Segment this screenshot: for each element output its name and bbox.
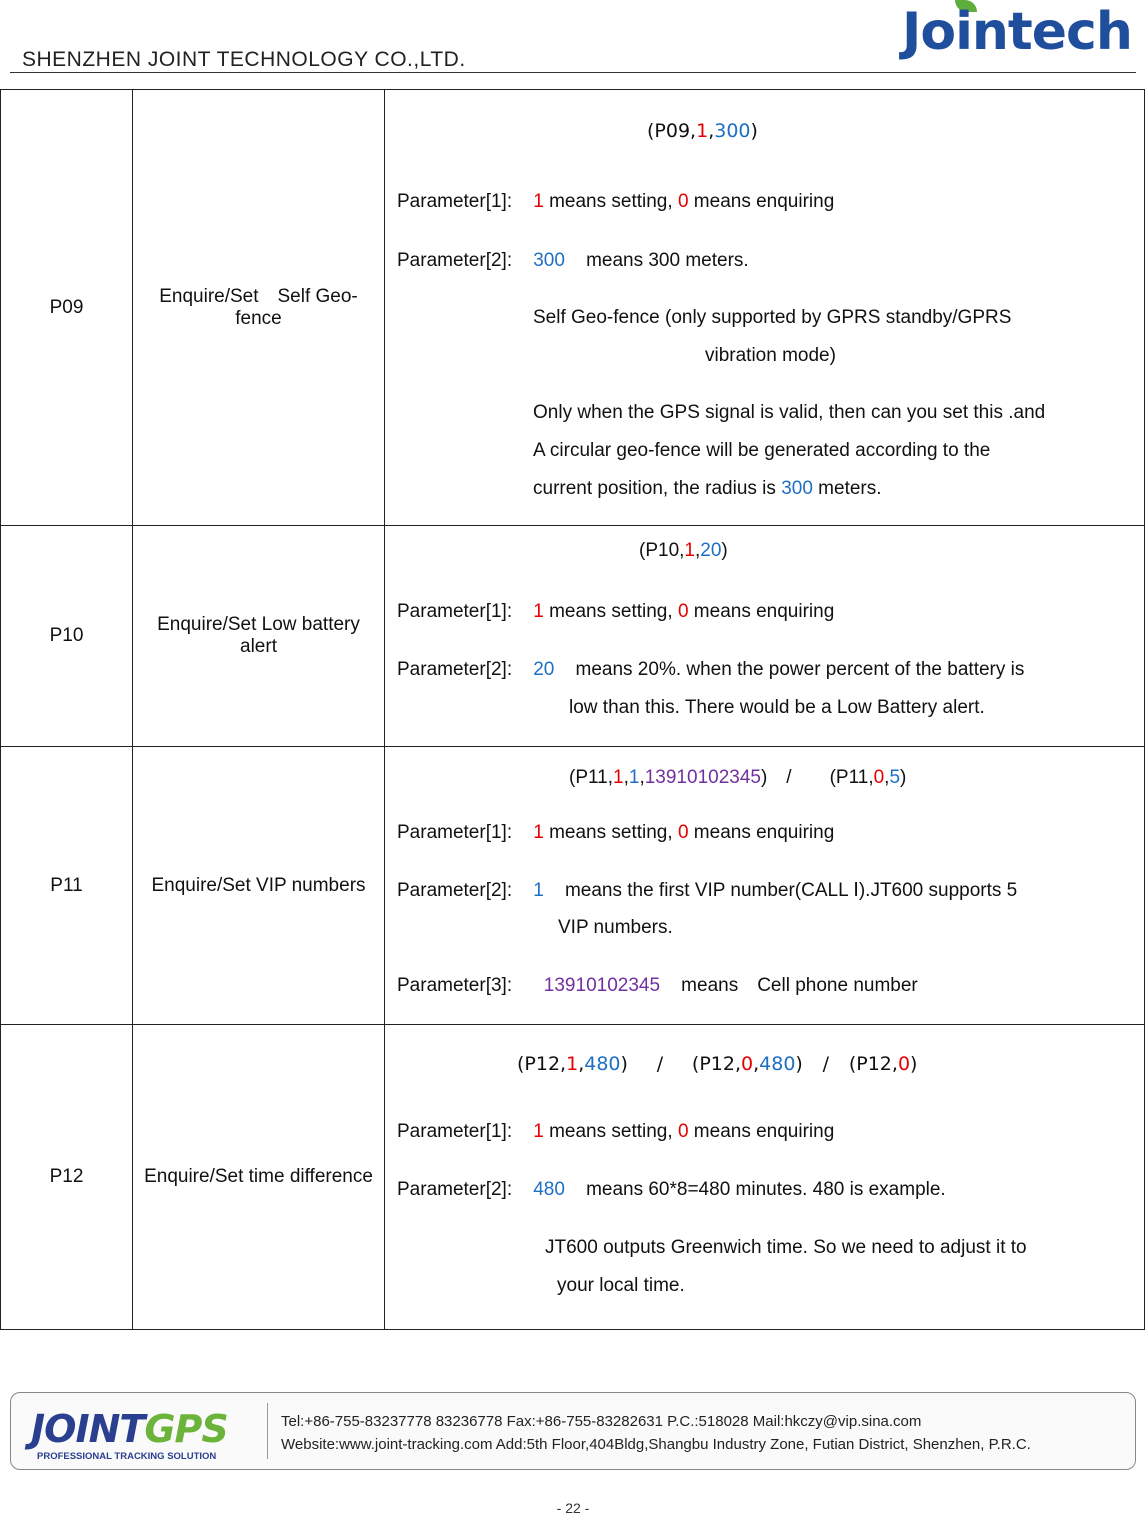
row-code: P09 [1,90,133,526]
page-number: - 22 - [556,1500,590,1516]
command-example: (P09,1,300) [647,120,758,142]
command-table [0,89,1145,1330]
command-example: (P11,1,1,13910102345) / (P11,0,5) [569,767,907,788]
param2-line: Parameter[2]: 1 means the first VIP number(CALL Ⅰ).JT600 supports 5 [397,880,1018,901]
footer-divider [267,1403,268,1459]
footer-tagline: PROFESSIONAL TRACKING SOLUTION [37,1451,217,1462]
command-example: (P12,1,480) / (P12,0,480) / (P12,0) [517,1053,918,1075]
table-row-p10 [1,526,1145,747]
command-example: (P10,1,20) [639,540,728,561]
param2-line: Parameter[2]: 480 means 60*8=480 minutes. 480 is example. [397,1179,946,1200]
param2-line: Parameter[2]: 300 means 300 meters. [397,250,749,271]
note-line: your local time. [557,1275,685,1296]
jointech-logo: Jointech [902,2,1132,62]
note-line: Only when the GPS signal is valid, then can you set this .and [533,402,1046,423]
row-code: P10 [1,526,133,747]
param1-line: Parameter[1]: 1 means setting, 0 means enquiring [397,601,835,622]
note-line: vibration mode) [705,345,836,366]
row-description [385,747,1145,1025]
row-name: Enquire/Set Low battery alert [133,526,385,747]
param2-continuation: low than this. There would be a Low Battery alert. [569,697,985,718]
row-code: P11 [1,747,133,1025]
header-divider [10,72,1136,73]
row-description [385,90,1145,526]
row-name: Enquire/Set time difference [133,1025,385,1330]
param2-continuation: VIP numbers. [558,917,673,938]
row-description [385,526,1145,747]
footer-contact-box [10,1392,1136,1470]
table-row-p12 [1,1025,1145,1330]
note-line: current position, the radius is 300 meters. [533,478,882,499]
row-description [385,1025,1145,1330]
row-name: Enquire/Set VIP numbers [133,747,385,1025]
row-name: Enquire/Set Self Geo-fence [133,90,385,526]
footer-contact-line: Tel:+86-755-83237778 83236778 Fax:+86-755-83282631 P.C.:518028 Mail:hkczy@vip.sina.com [281,1413,922,1430]
param1-line: Parameter[1]: 1 means setting, 0 means enquiring [397,822,835,843]
table-row-p09 [1,90,1145,526]
table-row-p11 [1,747,1145,1025]
row-code: P12 [1,1025,133,1330]
param1-line: Parameter[1]: 1 means setting, 0 means enquiring [397,191,835,212]
company-name: SHENZHEN JOINT TECHNOLOGY CO.,LTD. [22,48,466,71]
param3-line: Parameter[3]: 13910102345 means Cell phone number [397,975,918,996]
note-line: A circular geo-fence will be generated according to the [533,440,991,461]
note-line: Self Geo-fence (only supported by GPRS standby/GPRS [533,307,1012,328]
note-line: JT600 outputs Greenwich time. So we need to adjust it to [545,1237,1027,1258]
param1-line: Parameter[1]: 1 means setting, 0 means enquiring [397,1121,835,1142]
footer-address-line: Website:www.joint-tracking.com Add:5th Floor,404Bldg,Shangbu Industry Zone, Futian District, Shenzhen, P.R.C. [281,1436,1031,1453]
param2-line: Parameter[2]: 20 means 20%. when the power percent of the battery is [397,659,1025,680]
jointgps-logo: JOINTGPS [31,1407,228,1451]
